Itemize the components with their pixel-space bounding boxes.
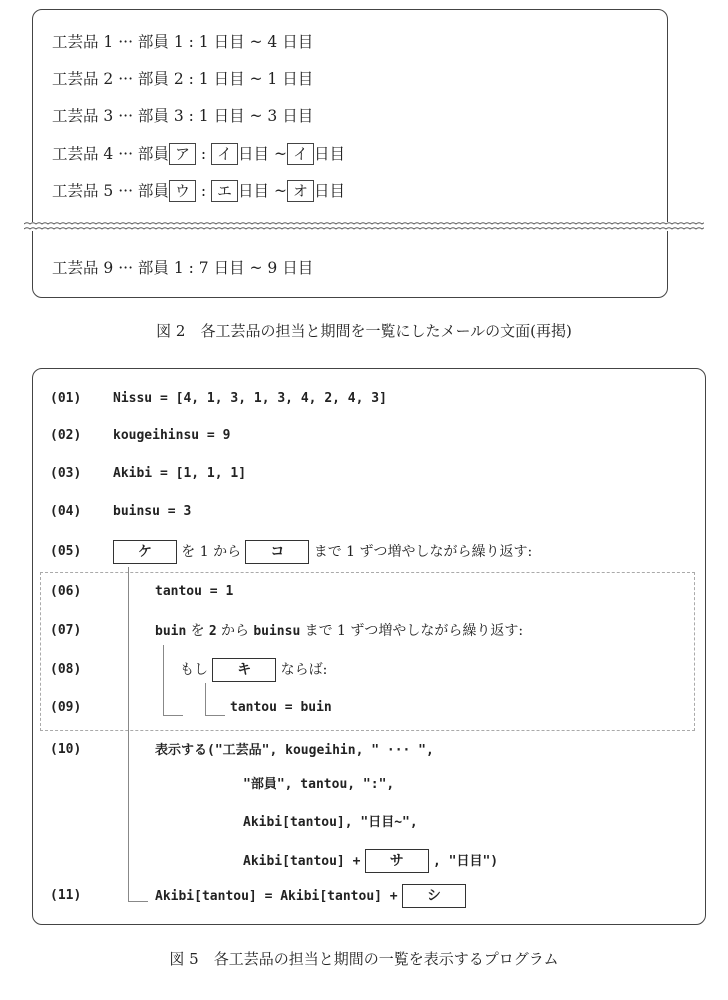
loop-bracket-inner-end	[163, 715, 183, 716]
code-line-04: buinsu = 3	[113, 504, 192, 519]
email-row-9: 工芸品 9 ··· 部員 1 : 7 日目 ~ 9 日目	[52, 259, 314, 277]
blank-a: ア	[169, 143, 196, 165]
email-row-1: 工芸品 1 ··· 部員 1 : 1 日目 ~ 4 日目	[52, 33, 314, 51]
blank-ko: コ	[245, 540, 309, 564]
if-bracket-end	[205, 715, 225, 716]
line-number: (02)	[50, 428, 82, 443]
blank-i: イ	[211, 143, 238, 165]
blank-ki: キ	[212, 658, 276, 682]
line-number: (08)	[50, 662, 82, 677]
code-line-10: 表示する("工芸品", kougeihin, " ··· ",	[155, 743, 434, 758]
code-line-08: もし キ ならば:	[180, 658, 327, 682]
line-number: (06)	[50, 584, 82, 599]
figure2-caption: 図 2 各工芸品の担当と期間を一覧にしたメールの文面(再掲)	[156, 322, 572, 340]
line-number: (10)	[50, 742, 82, 757]
blank-shi: シ	[402, 884, 466, 908]
email-row-2: 工芸品 2 ··· 部員 2 : 1 日目 ~ 1 日目	[52, 70, 314, 88]
blank-o: オ	[287, 180, 314, 202]
blank-u: ウ	[169, 180, 196, 202]
line-number: (04)	[50, 504, 82, 519]
line-number: (11)	[50, 888, 82, 903]
code-line-06: tantou = 1	[155, 584, 234, 599]
email-row-4: 工芸品 4 ··· 部員 ア : イ 日目 ~ イ 日目	[52, 145, 345, 163]
code-line-10b: "部員", tantou, ":",	[243, 777, 395, 792]
line-number: (01)	[50, 391, 82, 406]
email-row-5: 工芸品 5 ··· 部員 ウ : エ 日目 ~ オ 日目	[52, 182, 345, 200]
code-line-03: Akibi = [1, 1, 1]	[113, 466, 247, 481]
if-bracket	[205, 683, 206, 715]
omission-wave	[24, 220, 704, 234]
code-line-07: buin を 2 から buinsu まで 1 ずつ増やしながら繰り返す:	[155, 623, 524, 639]
blank-sa: サ	[365, 849, 429, 873]
figure5-caption: 図 5 各工芸品の担当と期間の一覧を表示するプログラム	[169, 950, 559, 968]
code-line-11: Akibi[tantou] = Akibi[tantou] + シ	[155, 884, 466, 908]
code-line-10d: Akibi[tantou] + サ , "日目")	[243, 849, 498, 873]
loop-bracket-inner	[163, 645, 164, 715]
email-row-3: 工芸品 3 ··· 部員 3 : 1 日目 ~ 3 日目	[52, 107, 314, 125]
code-line-02: kougeihinsu = 9	[113, 428, 231, 443]
line-number: (03)	[50, 466, 82, 481]
code-line-09: tantou = buin	[230, 700, 332, 715]
line-number: (05)	[50, 544, 82, 559]
blank-i-2: イ	[287, 143, 314, 165]
blank-ke: ケ	[113, 540, 177, 564]
line-number: (09)	[50, 700, 82, 715]
code-line-05: ケ を 1 から コ まで 1 ずつ増やしながら繰り返す:	[113, 540, 532, 564]
blank-e: エ	[211, 180, 238, 202]
line-number: (07)	[50, 623, 82, 638]
loop-bracket-outer	[128, 567, 129, 901]
loop-bracket-outer-end	[128, 901, 148, 902]
inner-loop-highlight	[40, 572, 695, 731]
code-line-10c: Akibi[tantou], "日目~",	[243, 815, 418, 830]
code-line-01: Nissu = [4, 1, 3, 1, 3, 4, 2, 4, 3]	[113, 391, 387, 406]
